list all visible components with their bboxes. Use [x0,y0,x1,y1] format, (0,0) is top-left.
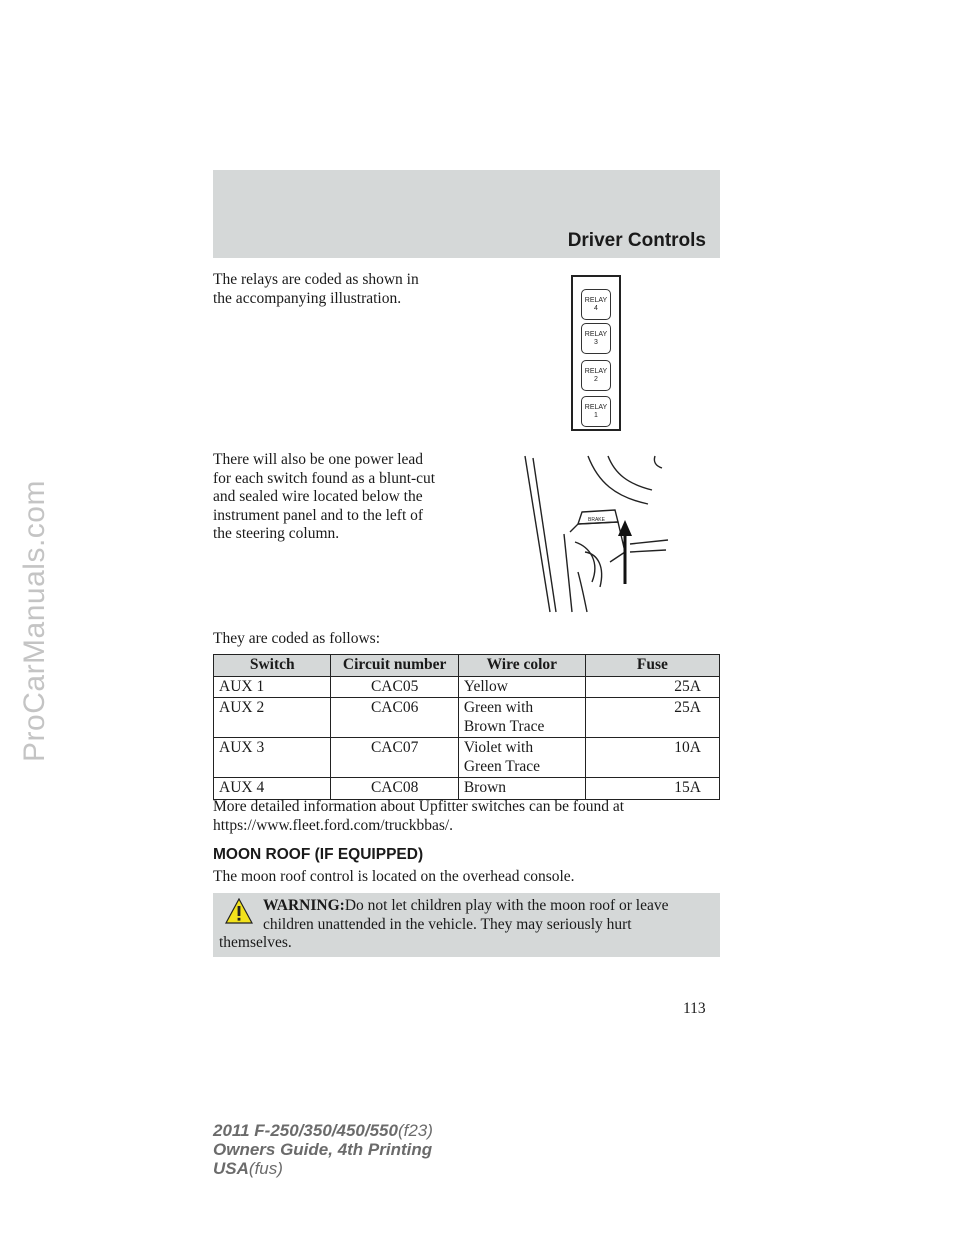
footer-market: USA [213,1159,249,1178]
power-text-line: for each switch found as a blunt-cut [213,469,436,487]
wire-color-line: Green with [463,699,534,716]
relay-label: RELAY [584,331,608,338]
more-info-paragraph [213,798,624,835]
relay-text-line: The relays are coded as shown in [213,271,419,288]
warning-line: Do not let children play with the moon roof or leave [344,897,669,914]
warning-box [213,893,720,957]
cell-circuit: CAC06 [331,698,458,738]
relay-label: RELAY [584,404,608,411]
wire-color-line: Brown [463,779,507,796]
relay-number: 1 [594,412,598,419]
cell-wire-color [458,738,585,778]
moon-roof-heading: MOON ROOF (IF EQUIPPED) [213,846,424,863]
cell-circuit: CAC05 [331,676,458,698]
relay-3 [581,323,611,354]
cell-switch: AUX 4 [214,778,331,800]
section-header-band [213,170,720,258]
cell-wire-color [458,676,585,698]
relay-2 [581,360,611,391]
header-wire-color: Wire color [458,655,585,677]
relay-text-line: the accompanying illustration. [213,289,402,307]
header-fuse: Fuse [585,655,719,677]
power-text-line: There will also be one power lead [213,451,424,468]
footer-line [213,1159,433,1178]
more-info-url: https://www.fleet.ford.com/truckbbas/. [213,816,454,834]
footer-market-code: (fus) [248,1159,283,1178]
warning-line: children unattended in the vehicle. They may seriously hurt [263,915,632,933]
cell-fuse: 10A [585,738,719,778]
watermark [12,0,58,1242]
cell-circuit: CAC08 [331,778,458,800]
footer-code: (f23) [397,1121,433,1140]
power-text-line: and sealed wire located below the [213,488,423,505]
brake-label: BRAKE [588,517,605,523]
cell-fuse: 15A [585,778,719,800]
table-row [214,778,720,800]
more-info-line: More detailed information about Upfitter switches can be found at [213,798,625,815]
relay-label: RELAY [584,368,608,375]
relay-1 [581,396,611,427]
warning-text [213,897,708,953]
warning-line: themselves. [219,934,292,951]
cell-circuit: CAC07 [331,738,458,778]
footer-model: 2011 F-250/350/450/550 [213,1121,398,1140]
moon-roof-paragraph: The moon roof control is located on the overhead console. [213,868,575,885]
cell-fuse: 25A [585,698,719,738]
switch-code-table [213,654,720,800]
cell-wire-color [458,778,585,800]
watermark-text: ProCarManuals.com [18,480,51,762]
relay-illustration [571,275,621,431]
power-text-line: the steering column. [213,525,340,542]
table-row [214,738,720,778]
page-number: 113 [683,1000,706,1017]
wire-color-line: Yellow [463,677,508,695]
coded-paragraph: They are coded as follows: [213,630,380,647]
relay-number: 3 [594,339,598,346]
wire-color-line: Violet with [463,739,534,756]
power-text-line: instrument panel and to the left of [213,506,424,524]
steering-column-illustration [520,452,670,614]
cell-switch: AUX 2 [214,698,331,738]
table-header-row [214,655,720,677]
relay-number: 4 [594,305,598,312]
header-switch: Switch [214,655,331,677]
relay-paragraph [213,271,419,308]
table-row [214,676,720,698]
cell-switch: AUX 3 [214,738,331,778]
footer [213,1121,433,1178]
wire-color-line: Green Trace [463,757,541,775]
power-lead-paragraph [213,451,435,544]
relay-4 [581,289,611,320]
cell-switch: AUX 1 [214,676,331,698]
header-circuit: Circuit number [331,655,458,677]
wire-color-line: Brown Trace [463,717,545,735]
cell-fuse: 25A [585,676,719,698]
relay-label: RELAY [584,297,608,304]
warning-label: WARNING: [263,897,345,914]
relay-number: 2 [594,376,598,383]
table-row [214,698,720,738]
section-title: Driver Controls [567,230,706,251]
footer-line [213,1121,433,1140]
cell-wire-color [458,698,585,738]
footer-edition: Owners Guide, 4th Printing [213,1140,433,1159]
